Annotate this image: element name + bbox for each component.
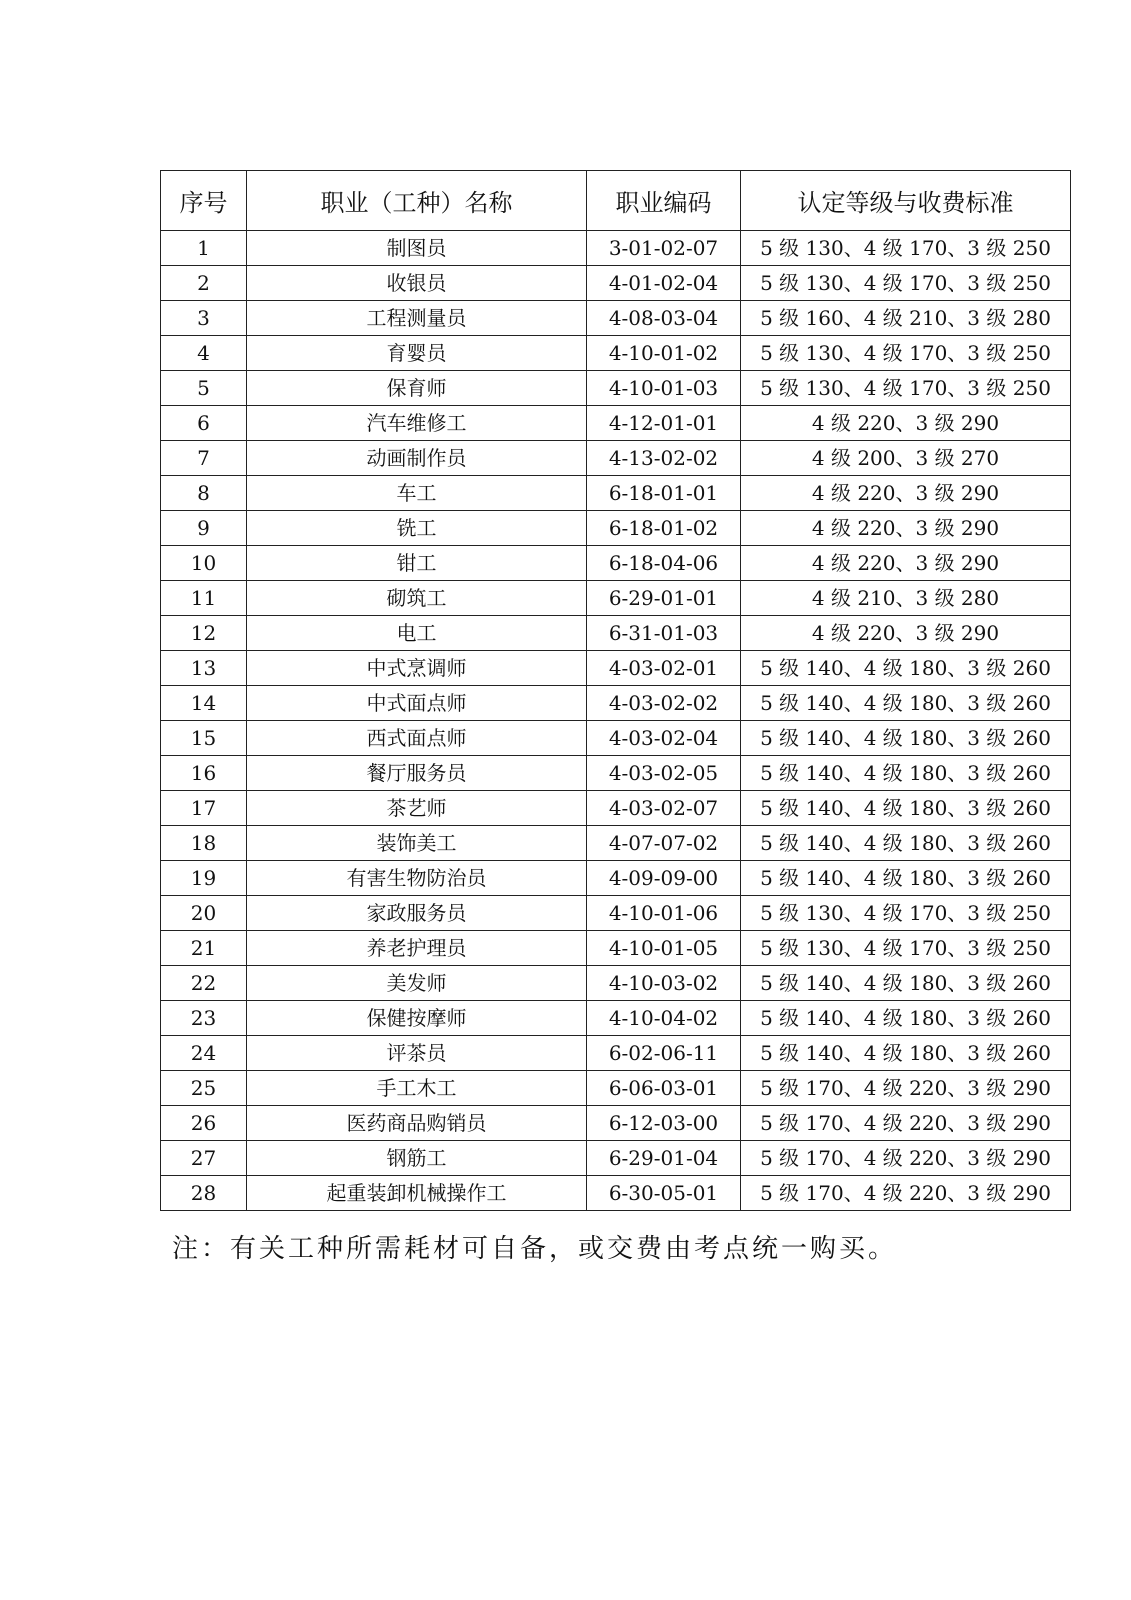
- cell-level-and-fee: 5 级 130、4 级 170、3 级 250: [741, 896, 1071, 931]
- cell-occupation-name: 铣工: [247, 511, 587, 546]
- cell-occupation-name: 钳工: [247, 546, 587, 581]
- cell-serial-number: 6: [161, 406, 247, 441]
- cell-serial-number: 7: [161, 441, 247, 476]
- cell-serial-number: 3: [161, 301, 247, 336]
- cell-serial-number: 16: [161, 756, 247, 791]
- cell-occupation-code: 6-18-01-01: [587, 476, 741, 511]
- cell-occupation-name: 家政服务员: [247, 896, 587, 931]
- cell-serial-number: 25: [161, 1071, 247, 1106]
- cell-occupation-name: 车工: [247, 476, 587, 511]
- cell-serial-number: 19: [161, 861, 247, 896]
- table-row: [161, 511, 1071, 546]
- cell-serial-number: 27: [161, 1141, 247, 1176]
- table-row: [161, 651, 1071, 686]
- cell-level-and-fee: 5 级 140、4 级 180、3 级 260: [741, 686, 1071, 721]
- cell-level-and-fee: 4 级 220、3 级 290: [741, 546, 1071, 581]
- cell-occupation-name: 制图员: [247, 231, 587, 266]
- cell-occupation-code: 4-13-02-02: [587, 441, 741, 476]
- cell-occupation-code: 4-10-03-02: [587, 966, 741, 1001]
- cell-level-and-fee: 5 级 170、4 级 220、3 级 290: [741, 1176, 1071, 1211]
- cell-occupation-name: 茶艺师: [247, 791, 587, 826]
- header-occupation-name: 职业（工种）名称: [247, 171, 587, 231]
- cell-level-and-fee: 5 级 170、4 级 220、3 级 290: [741, 1141, 1071, 1176]
- cell-level-and-fee: 5 级 160、4 级 210、3 级 280: [741, 301, 1071, 336]
- table-row: [161, 686, 1071, 721]
- table-row: [161, 966, 1071, 1001]
- cell-occupation-name: 手工木工: [247, 1071, 587, 1106]
- table-row: [161, 371, 1071, 406]
- cell-occupation-code: 4-03-02-01: [587, 651, 741, 686]
- table-row: [161, 1106, 1071, 1141]
- cell-serial-number: 20: [161, 896, 247, 931]
- table-row: [161, 266, 1071, 301]
- cell-level-and-fee: 4 级 220、3 级 290: [741, 406, 1071, 441]
- cell-occupation-code: 4-12-01-01: [587, 406, 741, 441]
- table-row: [161, 721, 1071, 756]
- cell-occupation-name: 动画制作员: [247, 441, 587, 476]
- cell-occupation-code: 6-06-03-01: [587, 1071, 741, 1106]
- cell-occupation-name: 中式烹调师: [247, 651, 587, 686]
- cell-occupation-name: 西式面点师: [247, 721, 587, 756]
- cell-level-and-fee: 5 级 170、4 级 220、3 级 290: [741, 1106, 1071, 1141]
- cell-occupation-code: 6-29-01-01: [587, 581, 741, 616]
- cell-occupation-name: 保健按摩师: [247, 1001, 587, 1036]
- cell-occupation-code: 6-31-01-03: [587, 616, 741, 651]
- cell-level-and-fee: 5 级 130、4 级 170、3 级 250: [741, 231, 1071, 266]
- cell-occupation-code: 6-30-05-01: [587, 1176, 741, 1211]
- cell-occupation-name: 中式面点师: [247, 686, 587, 721]
- cell-level-and-fee: 5 级 140、4 级 180、3 级 260: [741, 651, 1071, 686]
- cell-occupation-name: 评茶员: [247, 1036, 587, 1071]
- cell-occupation-code: 4-03-02-07: [587, 791, 741, 826]
- cell-occupation-name: 钢筋工: [247, 1141, 587, 1176]
- table-header: [161, 171, 1071, 231]
- cell-level-and-fee: 5 级 130、4 级 170、3 级 250: [741, 931, 1071, 966]
- cell-occupation-name: 餐厅服务员: [247, 756, 587, 791]
- table-row: [161, 1141, 1071, 1176]
- cell-serial-number: 14: [161, 686, 247, 721]
- cell-level-and-fee: 5 级 130、4 级 170、3 级 250: [741, 266, 1071, 301]
- table-row: [161, 1036, 1071, 1071]
- cell-serial-number: 2: [161, 266, 247, 301]
- cell-occupation-code: 3-01-02-07: [587, 231, 741, 266]
- cell-serial-number: 23: [161, 1001, 247, 1036]
- cell-occupation-code: 4-09-09-00: [587, 861, 741, 896]
- cell-serial-number: 9: [161, 511, 247, 546]
- cell-level-and-fee: 5 级 140、4 级 180、3 级 260: [741, 966, 1071, 1001]
- occupation-fee-table: [160, 170, 1071, 1211]
- table-row: [161, 231, 1071, 266]
- cell-occupation-code: 4-10-01-06: [587, 896, 741, 931]
- cell-occupation-name: 砌筑工: [247, 581, 587, 616]
- cell-occupation-name: 汽车维修工: [247, 406, 587, 441]
- table-row: [161, 546, 1071, 581]
- cell-level-and-fee: 5 级 140、4 级 180、3 级 260: [741, 791, 1071, 826]
- footnote: 注：有关工种所需耗材可自备，或交费由考点统一购买。: [172, 1234, 898, 1264]
- cell-level-and-fee: 5 级 130、4 级 170、3 级 250: [741, 336, 1071, 371]
- cell-serial-number: 11: [161, 581, 247, 616]
- cell-occupation-code: 4-10-01-03: [587, 371, 741, 406]
- cell-occupation-name: 医药商品购销员: [247, 1106, 587, 1141]
- cell-serial-number: 24: [161, 1036, 247, 1071]
- cell-serial-number: 8: [161, 476, 247, 511]
- cell-occupation-name: 美发师: [247, 966, 587, 1001]
- cell-level-and-fee: 4 级 220、3 级 290: [741, 511, 1071, 546]
- cell-occupation-code: 6-18-01-02: [587, 511, 741, 546]
- cell-serial-number: 13: [161, 651, 247, 686]
- cell-serial-number: 12: [161, 616, 247, 651]
- cell-level-and-fee: 5 级 140、4 级 180、3 级 260: [741, 861, 1071, 896]
- table-row: [161, 406, 1071, 441]
- cell-occupation-name: 有害生物防治员: [247, 861, 587, 896]
- cell-serial-number: 4: [161, 336, 247, 371]
- cell-occupation-code: 4-07-07-02: [587, 826, 741, 861]
- cell-occupation-code: 6-02-06-11: [587, 1036, 741, 1071]
- cell-serial-number: 17: [161, 791, 247, 826]
- cell-occupation-code: 4-08-03-04: [587, 301, 741, 336]
- cell-serial-number: 5: [161, 371, 247, 406]
- cell-occupation-name: 养老护理员: [247, 931, 587, 966]
- table-row: [161, 826, 1071, 861]
- table-row: [161, 581, 1071, 616]
- cell-serial-number: 28: [161, 1176, 247, 1211]
- cell-occupation-code: 4-01-02-04: [587, 266, 741, 301]
- table-row: [161, 861, 1071, 896]
- cell-occupation-code: 4-03-02-04: [587, 721, 741, 756]
- table-row: [161, 1071, 1071, 1106]
- header-occupation-code: 职业编码: [587, 171, 741, 231]
- table-row: [161, 476, 1071, 511]
- cell-occupation-name: 起重装卸机械操作工: [247, 1176, 587, 1211]
- cell-serial-number: 15: [161, 721, 247, 756]
- cell-serial-number: 26: [161, 1106, 247, 1141]
- cell-level-and-fee: 4 级 200、3 级 270: [741, 441, 1071, 476]
- cell-occupation-name: 保育师: [247, 371, 587, 406]
- cell-occupation-code: 6-29-01-04: [587, 1141, 741, 1176]
- cell-level-and-fee: 5 级 130、4 级 170、3 级 250: [741, 371, 1071, 406]
- cell-level-and-fee: 5 级 140、4 级 180、3 级 260: [741, 1036, 1071, 1071]
- cell-occupation-name: 装饰美工: [247, 826, 587, 861]
- cell-serial-number: 18: [161, 826, 247, 861]
- cell-serial-number: 21: [161, 931, 247, 966]
- header-level-and-fee: 认定等级与收费标准: [741, 171, 1071, 231]
- cell-serial-number: 22: [161, 966, 247, 1001]
- table-row: [161, 756, 1071, 791]
- table-row: [161, 791, 1071, 826]
- cell-level-and-fee: 5 级 140、4 级 180、3 级 260: [741, 721, 1071, 756]
- table-row: [161, 616, 1071, 651]
- table-body: [161, 231, 1071, 1211]
- table-row: [161, 336, 1071, 371]
- header-row: [161, 171, 1071, 231]
- cell-level-and-fee: 4 级 220、3 级 290: [741, 476, 1071, 511]
- cell-occupation-code: 4-03-02-05: [587, 756, 741, 791]
- header-serial-number: 序号: [161, 171, 247, 231]
- cell-level-and-fee: 4 级 220、3 级 290: [741, 616, 1071, 651]
- cell-occupation-code: 4-10-04-02: [587, 1001, 741, 1036]
- cell-occupation-name: 育婴员: [247, 336, 587, 371]
- cell-level-and-fee: 5 级 140、4 级 180、3 级 260: [741, 826, 1071, 861]
- cell-occupation-code: 4-10-01-05: [587, 931, 741, 966]
- cell-occupation-name: 工程测量员: [247, 301, 587, 336]
- cell-occupation-name: 收银员: [247, 266, 587, 301]
- cell-serial-number: 1: [161, 231, 247, 266]
- cell-occupation-code: 4-03-02-02: [587, 686, 741, 721]
- table-row: [161, 441, 1071, 476]
- table-row: [161, 1176, 1071, 1211]
- table-row: [161, 1001, 1071, 1036]
- cell-level-and-fee: 5 级 170、4 级 220、3 级 290: [741, 1071, 1071, 1106]
- table-row: [161, 301, 1071, 336]
- cell-level-and-fee: 4 级 210、3 级 280: [741, 581, 1071, 616]
- cell-level-and-fee: 5 级 140、4 级 180、3 级 260: [741, 1001, 1071, 1036]
- table-row: [161, 931, 1071, 966]
- cell-occupation-code: 6-12-03-00: [587, 1106, 741, 1141]
- table-row: [161, 896, 1071, 931]
- cell-serial-number: 10: [161, 546, 247, 581]
- cell-occupation-code: 6-18-04-06: [587, 546, 741, 581]
- cell-occupation-code: 4-10-01-02: [587, 336, 741, 371]
- cell-occupation-name: 电工: [247, 616, 587, 651]
- cell-level-and-fee: 5 级 140、4 级 180、3 级 260: [741, 756, 1071, 791]
